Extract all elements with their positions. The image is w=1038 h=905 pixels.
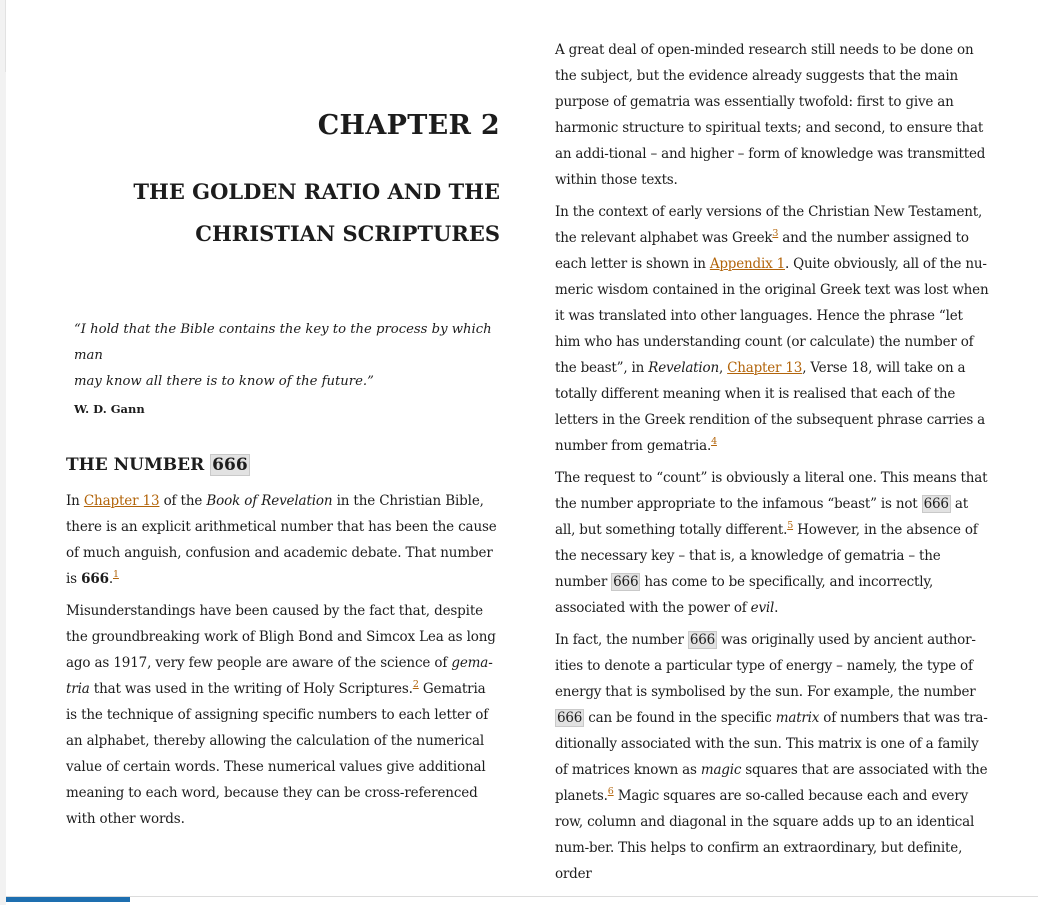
- appendix-1-link[interactable]: Appendix 1: [709, 256, 785, 272]
- epigraph-quote: “I hold that the Bible contains the key to the process by which man may know all there is to know of the future.”: [74, 322, 492, 389]
- footnote-6-link[interactable]: 6: [607, 786, 614, 797]
- epigraph: [74, 317, 500, 416]
- footnote-5-link[interactable]: 5: [787, 520, 794, 531]
- paragraph: In the context of early versions of the Christian New Testament, the relevant alphabet was Greek$^3$ and the number assigned to each letter is shown in Appendix 1. Quite obviously, all of the nu-meric wisdom contained in the original Greek text was lost when it was translated into other languages. Hence the phrase “let him who has understanding count (or calculate) the number of the beast”, in Revelation, Chapter 13, Verse 18, will take on a totally different meaning when it is realised that each of the letters in the Greek rendition of the subsequent phrase carries a number from gematria.$^4$: [555, 204, 989, 454]
- left-body-text: [66, 488, 500, 838]
- window-edge: [0, 0, 6, 905]
- search-highlight: 666: [613, 574, 639, 590]
- search-highlight: 666: [923, 496, 949, 512]
- chapter-title: [133, 171, 500, 255]
- number-666-bold: 666: [81, 571, 109, 587]
- reading-progress-fill: [6, 897, 130, 902]
- chapter-13-link[interactable]: Chapter 13: [83, 493, 160, 509]
- paragraph: In fact, the number 666 was originally used by ancient author-ities to denote a particular type of energy – namely, the type of energy that is symbolised by the sun. For example, the number 666 can be found in the specific matrix of numbers that was tra-ditionally associated with the sun. This matrix is one of a family of matrices known as magic squares that are associated with the planets.$^6$ Magic squares are so-called because each and every row, column and diagonal in the square adds up to an identical num-ber. This helps to confirm an extraordinary, but definite, order: [555, 632, 988, 882]
- footnote-1-link[interactable]: 1: [112, 569, 119, 580]
- search-highlight: 666: [212, 455, 248, 475]
- chapter-number: CHAPTER 2: [317, 110, 500, 141]
- reading-progress-bar[interactable]: [6, 896, 1038, 902]
- paragraph: The request to “count” is obviously a literal one. This means that the number appropriate to the infamous “beast” is not 666 at all, but something totally different.$^5$ However, in the absence of the necessary key – that is, a knowledge of gematria – the number 666 has come to be specifically, and incorrectly, associated with the power of evil.: [555, 470, 988, 616]
- search-highlight: 666: [689, 632, 716, 648]
- paragraph: In Chapter 13 of the Book of Revelation in the Christian Bible, there is an explicit arithmetical number that has been the cause of much anguish, confusion and academic debate. That number is 666.$^1$: [66, 493, 497, 587]
- paragraph: Misunderstandings have been caused by the fact that, despite the groundbreaking work of Bligh Bond and Simcox Lea as long ago as 1917, very few people are aware of the science of gema- tria that was used in the writing of Holy Scriptures.$^2$ Gematria is the technique of assigning specific numbers to each letter of an alphabet, thereby allowing the calculation of the numerical value of certain words. These numerical values give additional meaning to each word, because they can be cross-referenced with other words.: [66, 603, 496, 827]
- chapter-13-link[interactable]: Chapter 13: [727, 360, 803, 376]
- search-highlight: 666: [557, 710, 583, 726]
- footnote-4-link[interactable]: 4: [711, 436, 717, 447]
- footnote-2-link[interactable]: 2: [412, 679, 419, 690]
- epigraph-author: W. D. Gann: [74, 402, 145, 416]
- footnote-3-link[interactable]: 3: [772, 228, 779, 239]
- chapter-title-line-2: CHRISTIAN SCRIPTURES: [195, 221, 500, 246]
- right-column: [555, 37, 992, 893]
- section-heading: THE NUMBER 666: [66, 455, 248, 475]
- paragraph: A great deal of open-minded research still needs to be done on the subject, but the evidence already suggests that the main purpose of gematria was essentially twofold: first to give an harmonic structure to spiritual texts; and second, to ensure that an addi-tional – and higher – form of knowledge was transmitted within those texts.: [555, 42, 986, 188]
- chapter-title-line-1: THE GOLDEN RATIO AND THE: [133, 179, 500, 204]
